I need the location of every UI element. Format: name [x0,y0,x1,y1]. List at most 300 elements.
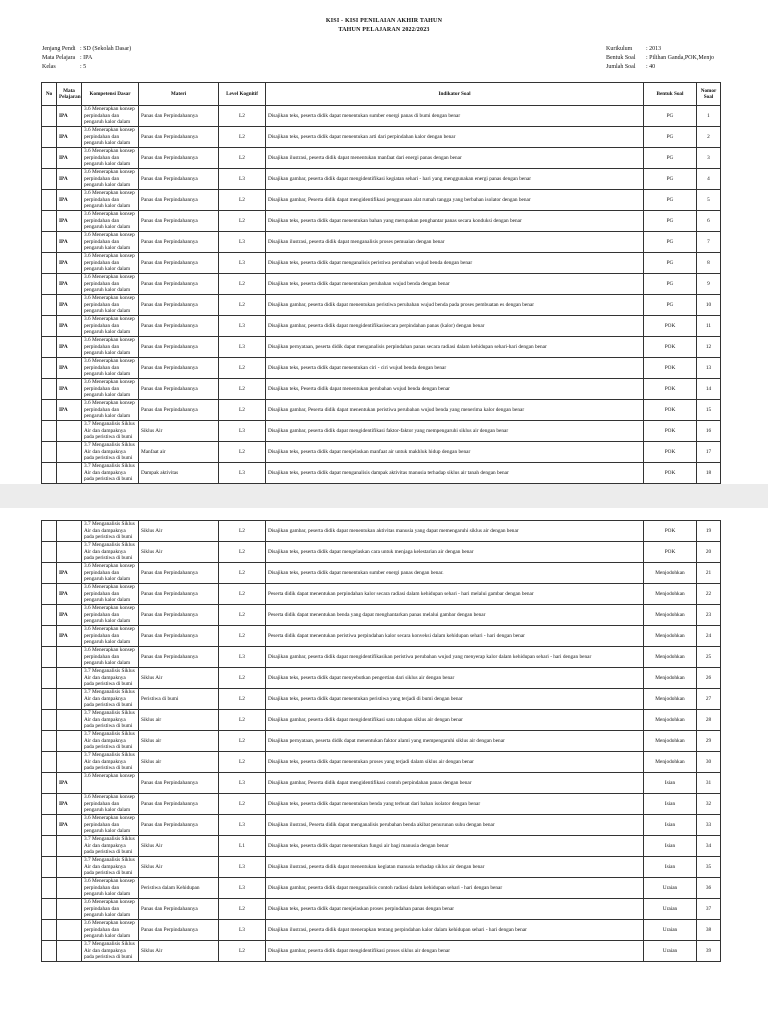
cell-mapel: IPA [57,563,82,584]
cell-mapel [57,521,82,542]
col-header-indikator: Indikator Soal [266,83,644,106]
cell-level-kognitif: L3 [219,316,266,337]
cell-kompetensi-dasar [82,605,139,626]
meta-jumlah-soal: Jumlah Soal : 40 [606,64,656,70]
kd-text: 3.7 Menganalisis Siklus Air dan dampaknya pada peristiwa di bumi [84,710,135,729]
cell-no [42,584,57,605]
cell-nomor-soal: 31 [697,773,721,794]
cell-level-kognitif: L3 [219,773,266,794]
table-row [42,295,721,316]
cell-no [42,463,57,484]
cell-materi: Panas dan Perpindahannya [139,647,219,668]
cell-level-kognitif: L2 [219,626,266,647]
cell-no [42,442,57,463]
cell-bentuk-soal: PG [644,232,697,253]
cell-indikator: Disajikan teks, peserta didik dapat menentukan arti dari perpindahan kalor dengan benar [266,127,644,148]
document-page-2 [0,508,768,1020]
cell-level-kognitif: L2 [219,358,266,379]
cell-mapel [57,442,82,463]
cell-kompetensi-dasar [82,710,139,731]
cell-mapel: IPA [57,127,82,148]
cell-kompetensi-dasar [82,647,139,668]
table-row [42,689,721,710]
table-row [42,542,721,563]
cell-mapel [57,857,82,878]
cell-level-kognitif: L3 [219,920,266,941]
cell-mapel: IPA [57,316,82,337]
cell-bentuk-soal: Menjodohkan [644,710,697,731]
cell-level-kognitif: L2 [219,211,266,232]
cell-materi: Panas dan Perpindahannya [139,337,219,358]
kd-text: 3.6 Menerapkan konsep perpindahan dan pengaruh kalor dalam [84,190,135,209]
cell-materi: Siklus air [139,752,219,773]
cell-bentuk-soal: POK [644,337,697,358]
cell-materi: Panas dan Perpindahannya [139,148,219,169]
cell-bentuk-soal: Menjodohkan [644,731,697,752]
cell-level-kognitif: L3 [219,647,266,668]
cell-nomor-soal: 29 [697,731,721,752]
cell-nomor-soal: 19 [697,521,721,542]
table-row [42,379,721,400]
cell-indikator: Disajikan teks, peserta didik dapat menyebutkan pengertian dari siklus air dengan benar [266,668,644,689]
cell-kompetensi-dasar [82,773,139,794]
cell-no [42,232,57,253]
meta-right [606,45,714,72]
kd-text: 3.6 Menerapkan konsep perpindahan dan pengaruh kalor dalam [84,794,135,813]
cell-nomor-soal: 39 [697,941,721,962]
table-row [42,563,721,584]
cell-kompetensi-dasar [82,421,139,442]
cell-indikator: Disajikan teks, peserta didik dapat menentukan perubahan wujud benda dengan benar [266,274,644,295]
table-row [42,463,721,484]
cell-level-kognitif: L2 [219,274,266,295]
kd-text: 3.6 Menerapkan konsep perpindahan dan pengaruh kalor dalam [84,379,135,398]
cell-nomor-soal: 2 [697,127,721,148]
cell-level-kognitif: L3 [219,169,266,190]
cell-no [42,253,57,274]
cell-indikator: Disajikan teks, peserta didik dapat menganalisis dampak aktivitas manusia terhadap siklus air tanah dengan benar [266,463,644,484]
kd-text: 3.6 Menerapkan konsep perpindahan dan pengaruh kalor dalam [84,647,135,666]
cell-kompetensi-dasar [82,211,139,232]
cell-no [42,794,57,815]
cell-nomor-soal: 33 [697,815,721,836]
table-row [42,316,721,337]
cell-indikator: Disajikan gambar, Peserta didik dapat menentukan peristiwa perubahan wujud benda yang menerima kalor dengan benar [266,400,644,421]
cell-indikator: Disajikan gambar, peserta didik dapat menentukan aktivitas manusia yang dapat memengaruhi siklus air dengan benar [266,521,644,542]
kisi-table-page-1 [41,82,721,484]
cell-level-kognitif: L2 [219,941,266,962]
cell-materi: Panas dan Perpindahannya [139,232,219,253]
cell-nomor-soal: 14 [697,379,721,400]
table-row [42,148,721,169]
cell-kompetensi-dasar [82,169,139,190]
cell-mapel: IPA [57,106,82,127]
cell-level-kognitif: L3 [219,337,266,358]
cell-nomor-soal: 3 [697,148,721,169]
cell-materi: Panas dan Perpindahannya [139,106,219,127]
cell-level-kognitif: L2 [219,731,266,752]
table-row [42,253,721,274]
cell-no [42,773,57,794]
cell-indikator: Disajikan ilustrasi, peserta didik dapat menganalisis proses pemuaian dengan benar [266,232,644,253]
cell-mapel [57,920,82,941]
cell-nomor-soal: 8 [697,253,721,274]
cell-indikator: Disajikan pernyataan, peserta didik dapat menganalisis perpindahan panas secara radiasi dalam kehidupan sehari-hari dengan benar [266,337,644,358]
kd-text: 3.6 Menerapkan konsep perpindahan dan pengaruh kalor dalam [84,584,135,603]
cell-no [42,316,57,337]
cell-level-kognitif: L2 [219,442,266,463]
col-header-bentuk: Bentuk Soal [644,83,697,106]
kd-text: 3.6 Menerapkan konsep perpindahan dan pengaruh kalor dalam [84,563,135,582]
cell-no [42,106,57,127]
cell-bentuk-soal: PG [644,253,697,274]
cell-bentuk-soal: Menjodohkan [644,626,697,647]
cell-indikator: Peserta didik dapat menentukan peristiwa perpindahan kalor secara konveksi dalam kehidupan sehari - hari dengan benar [266,626,644,647]
kd-text: 3.6 Menerapkan konsep perpindahan dan pengaruh kalor dalam [84,316,135,335]
document-subtitle: TAHUN PELAJARAN 2022/2023 [338,27,430,33]
kd-text: 3.6 Menerapkan konsep perpindahan dan pengaruh kalor dalam [84,899,135,918]
cell-kompetensi-dasar [82,442,139,463]
cell-mapel [57,421,82,442]
cell-level-kognitif: L2 [219,400,266,421]
cell-bentuk-soal: Isian [644,857,697,878]
kd-text: 3.7 Menganalisis Siklus Air dan dampaknya pada peristiwa di bumi [84,731,135,750]
cell-kompetensi-dasar [82,857,139,878]
kd-text: 3.6 Menerapkan konsep perpindahan dan pengaruh kalor dalam [84,274,135,293]
cell-level-kognitif: L2 [219,668,266,689]
kd-text: 3.6 Menerapkan konsep perpindahan dan pengaruh kalor dalam [84,169,135,188]
cell-bentuk-soal: Menjodohkan [644,689,697,710]
cell-kompetensi-dasar [82,358,139,379]
cell-materi: Panas dan Perpindahannya [139,400,219,421]
table-row [42,920,721,941]
cell-level-kognitif: L3 [219,463,266,484]
document-title: KISI - KISI PENILAIAN AKHIR TAHUN [325,18,443,24]
table-row [42,274,721,295]
kd-text: 3.7 Menganalisis Siklus Air dan dampaknya pada peristiwa di bumi [84,463,135,482]
cell-indikator: Disajikan teks, Peserta didik dapat menentukan perubahan wujud benda dengan benar [266,379,644,400]
cell-mapel: IPA [57,253,82,274]
cell-no [42,731,57,752]
cell-mapel [57,878,82,899]
cell-materi: Panas dan Perpindahannya [139,605,219,626]
cell-kompetensi-dasar [82,668,139,689]
cell-materi: Panas dan Perpindahannya [139,773,219,794]
table-body-page-2 [42,521,721,962]
cell-materi: Panas dan Perpindahannya [139,379,219,400]
cell-materi: Panas dan Perpindahannya [139,190,219,211]
table-row [42,857,721,878]
cell-bentuk-soal: POK [644,521,697,542]
cell-materi: Dampak aktivitas [139,463,219,484]
cell-kompetensi-dasar [82,521,139,542]
cell-kompetensi-dasar [82,563,139,584]
kd-text: 3.6 Menerapkan konsep [84,773,135,779]
cell-kompetensi-dasar [82,941,139,962]
cell-indikator: Disajikan ilustrasi, Peserta didik dapat menganalisis perubahan benda akibat penurunan suhu dengan benar [266,815,644,836]
cell-indikator: Disajikan gambar, peserta didik dapat mengidentifikasikan peristiwa perubahan wujud yang menyerap kalor dalam kehidupan sehari - hari dengan benar [266,647,644,668]
cell-no [42,421,57,442]
table-row [42,400,721,421]
cell-bentuk-soal: Isian [644,815,697,836]
cell-no [42,400,57,421]
cell-indikator: Disajikan teks, peserta didik dapat menentukan benda yang terbuat dari bahan isolator dengan benar [266,794,644,815]
cell-bentuk-soal: PG [644,295,697,316]
kd-text: 3.6 Menerapkan konsep perpindahan dan pengaruh kalor dalam [84,127,135,146]
cell-nomor-soal: 7 [697,232,721,253]
cell-bentuk-soal: POK [644,463,697,484]
kd-text: 3.6 Menerapkan konsep perpindahan dan pengaruh kalor dalam [84,253,135,272]
cell-kompetensi-dasar [82,316,139,337]
cell-materi: Siklus air [139,731,219,752]
cell-indikator: Disajikan ilustrasi, peserta didik dapat menentukan kegiatan manusia terhadap siklus air dengan benar [266,857,644,878]
meta-kurikulum: Kurikulum : 2013 [606,46,662,52]
cell-nomor-soal: 17 [697,442,721,463]
cell-nomor-soal: 15 [697,400,721,421]
cell-kompetensi-dasar [82,274,139,295]
cell-indikator: Disajikan teks, peserta didik dapat menentukan sumber energi panas dengan benar. [266,563,644,584]
cell-kompetensi-dasar [82,148,139,169]
cell-kompetensi-dasar [82,106,139,127]
table-row [42,421,721,442]
cell-no [42,190,57,211]
meta-bentuk-soal: Bentuk Soal : Pilihan Ganda,POK,Menjo [606,55,714,61]
cell-nomor-soal: 38 [697,920,721,941]
col-header-nomor: Nomor Soal [697,83,721,106]
cell-materi: Panas dan Perpindahannya [139,358,219,379]
col-header-mapel: Mata Pelajaran [57,83,82,106]
cell-nomor-soal: 1 [697,106,721,127]
cell-nomor-soal: 9 [697,274,721,295]
cell-bentuk-soal: POK [644,542,697,563]
cell-nomor-soal: 16 [697,421,721,442]
cell-mapel [57,836,82,857]
cell-bentuk-soal: PG [644,106,697,127]
cell-level-kognitif: L2 [219,710,266,731]
cell-mapel [57,710,82,731]
cell-nomor-soal: 4 [697,169,721,190]
cell-nomor-soal: 22 [697,584,721,605]
kd-text: 3.6 Menerapkan konsep perpindahan dan pengaruh kalor dalam [84,211,135,230]
cell-kompetensi-dasar [82,584,139,605]
meta-jenjang: Jenjang Pendi : SD (Sekolah Dasar) [42,46,132,52]
cell-materi: Panas dan Perpindahannya [139,563,219,584]
table-row [42,442,721,463]
cell-materi: Panas dan Perpindahannya [139,899,219,920]
cell-nomor-soal: 21 [697,563,721,584]
cell-bentuk-soal: Menjodohkan [644,605,697,626]
cell-nomor-soal: 5 [697,190,721,211]
cell-mapel [57,752,82,773]
cell-indikator: Disajikan gambar, Peserta didik dapat mengidentifikasi penggunaan alat rumah tangga yang berbahan isolator dengan benar [266,190,644,211]
cell-level-kognitif: L3 [219,857,266,878]
cell-bentuk-soal: Uraian [644,920,697,941]
cell-level-kognitif: L2 [219,752,266,773]
cell-bentuk-soal: Menjodohkan [644,563,697,584]
cell-indikator: Disajikan teks, peserta didik dapat menentukan proses yang terjadi dalam siklus air dengan benar [266,752,644,773]
cell-indikator: Disajikan teks, peserta didik dapat mengelaskan cara untuk menjaga kelestarian air dengan benar [266,542,644,563]
kd-text: 3.6 Menerapkan konsep perpindahan dan pengaruh kalor dalam [84,106,135,125]
kd-text: 3.7 Menganalisis Siklus Air dan dampaknya pada peristiwa di bumi [84,836,135,855]
cell-no [42,920,57,941]
cell-nomor-soal: 6 [697,211,721,232]
cell-level-kognitif: L1 [219,836,266,857]
cell-indikator: Disajikan teks, peserta didik dapat menjelaskan manfaat air untuk makhluk hidup dengan benar [266,442,644,463]
cell-kompetensi-dasar [82,400,139,421]
table-row [42,626,721,647]
cell-no [42,752,57,773]
cell-no [42,899,57,920]
cell-mapel [57,647,82,668]
cell-mapel: IPA [57,169,82,190]
cell-mapel: IPA [57,773,82,794]
cell-materi: Panas dan Perpindahannya [139,169,219,190]
cell-kompetensi-dasar [82,794,139,815]
table-row [42,106,721,127]
cell-materi: Panas dan Perpindahannya [139,794,219,815]
cell-bentuk-soal: POK [644,358,697,379]
cell-level-kognitif: L3 [219,253,266,274]
cell-level-kognitif: L2 [219,190,266,211]
cell-mapel: IPA [57,400,82,421]
cell-level-kognitif: L3 [219,421,266,442]
kd-text: 3.7 Menganalisis Siklus Air dan dampaknya pada peristiwa di bumi [84,668,135,687]
cell-mapel: IPA [57,211,82,232]
cell-level-kognitif: L2 [219,605,266,626]
cell-bentuk-soal: PG [644,190,697,211]
cell-materi: Siklus Air [139,941,219,962]
cell-nomor-soal: 12 [697,337,721,358]
cell-kompetensi-dasar [82,542,139,563]
cell-mapel: IPA [57,190,82,211]
cell-nomor-soal: 30 [697,752,721,773]
cell-level-kognitif: L2 [219,689,266,710]
cell-mapel: IPA [57,148,82,169]
cell-indikator: Disajikan gambar, peserta didik dapat menentukan peristiwa perubahan wujud benda pada proses pembuatan es dengan benar [266,295,644,316]
table-row [42,710,721,731]
kd-text: 3.7 Menganalisis Siklus Air dan dampaknya pada peristiwa di bumi [84,752,135,771]
col-header-level: Level Kognitif [219,83,266,106]
cell-no [42,668,57,689]
cell-no [42,815,57,836]
cell-mapel [57,542,82,563]
cell-materi: Panas dan Perpindahannya [139,920,219,941]
cell-mapel: IPA [57,379,82,400]
cell-indikator: Disajikan gambar, peserta didik dapat mengidentifikasi kegiatan sehari - hari yang menggunakan energi panas dengan benar [266,169,644,190]
table-row [42,668,721,689]
kd-text: 3.7 Menganalisis Siklus Air dan dampaknya pada peristiwa di bumi [84,857,135,876]
cell-materi: Panas dan Perpindahannya [139,127,219,148]
table-row [42,794,721,815]
meta-left [42,45,131,72]
cell-indikator: Disajikan teks, peserta didik dapat menentukan sumber energi panas di bumi dengan benar [266,106,644,127]
col-header-kd: Kompetensi Dasar [82,83,139,106]
table-row [42,190,721,211]
cell-level-kognitif: L2 [219,584,266,605]
cell-indikator: Disajikan ilustrasi, peserta didik dapat menentukan manfaat dari energi panas dengan benar [266,148,644,169]
cell-nomor-soal: 11 [697,316,721,337]
table-row [42,169,721,190]
cell-materi: Siklus Air [139,668,219,689]
cell-nomor-soal: 18 [697,463,721,484]
kd-text: 3.6 Menerapkan konsep perpindahan dan pengaruh kalor dalam [84,358,135,377]
cell-kompetensi-dasar [82,752,139,773]
cell-materi: Panas dan Perpindahannya [139,815,219,836]
table-row [42,773,721,794]
cell-kompetensi-dasar [82,253,139,274]
table-row [42,878,721,899]
table-row [42,337,721,358]
cell-no [42,605,57,626]
cell-no [42,521,57,542]
cell-kompetensi-dasar [82,815,139,836]
cell-bentuk-soal: POK [644,442,697,463]
cell-no [42,148,57,169]
cell-materi: Peristiwa di bumi [139,689,219,710]
cell-level-kognitif: L3 [219,815,266,836]
cell-level-kognitif: L2 [219,542,266,563]
cell-nomor-soal: 35 [697,857,721,878]
cell-indikator: Disajikan teks, peserta didik dapat menjelaskan proses perpindahan panas dengan benar [266,899,644,920]
cell-mapel: IPA [57,295,82,316]
page-separator [0,484,768,508]
table-row [42,584,721,605]
cell-bentuk-soal: Uraian [644,878,697,899]
cell-kompetensi-dasar [82,920,139,941]
cell-nomor-soal: 26 [697,668,721,689]
cell-bentuk-soal: PG [644,127,697,148]
cell-level-kognitif: L2 [219,106,266,127]
cell-level-kognitif: L2 [219,148,266,169]
cell-bentuk-soal: PG [644,274,697,295]
kd-text: 3.7 Menganalisis Siklus Air dan dampaknya pada peristiwa di bumi [84,689,135,708]
table-row [42,232,721,253]
cell-no [42,836,57,857]
cell-mapel [57,731,82,752]
kd-text: 3.7 Menganalisis Siklus Air dan dampaknya pada peristiwa di bumi [84,442,135,461]
cell-mapel [57,463,82,484]
table-header-row [42,83,721,106]
cell-kompetensi-dasar [82,899,139,920]
cell-no [42,295,57,316]
cell-materi: Siklus air [139,710,219,731]
cell-mapel [57,689,82,710]
cell-bentuk-soal: PG [644,169,697,190]
kd-text: 3.7 Menganalisis Siklus Air dan dampaknya pada peristiwa di bumi [84,421,135,440]
kd-text: 3.6 Menerapkan konsep perpindahan dan pengaruh kalor dalam [84,400,135,419]
col-header-no: No [42,83,57,106]
table-row [42,899,721,920]
cell-nomor-soal: 37 [697,899,721,920]
cell-level-kognitif: L3 [219,878,266,899]
cell-bentuk-soal: POK [644,316,697,337]
cell-no [42,337,57,358]
cell-no [42,710,57,731]
cell-kompetensi-dasar [82,379,139,400]
cell-nomor-soal: 28 [697,710,721,731]
cell-level-kognitif: L2 [219,295,266,316]
cell-kompetensi-dasar [82,878,139,899]
table-row [42,127,721,148]
cell-indikator: Disajikan teks, peserta didik dapat menentukan fungsi air bagi manusia dengan benar [266,836,644,857]
kd-text: 3.6 Menerapkan konsep perpindahan dan pengaruh kalor dalam [84,605,135,624]
cell-materi: Siklus Air [139,542,219,563]
cell-materi: Manfaat air [139,442,219,463]
meta-mapel: Mata Pelajara : IPA [42,55,93,61]
cell-mapel: IPA [57,274,82,295]
cell-no [42,542,57,563]
cell-kompetensi-dasar [82,337,139,358]
